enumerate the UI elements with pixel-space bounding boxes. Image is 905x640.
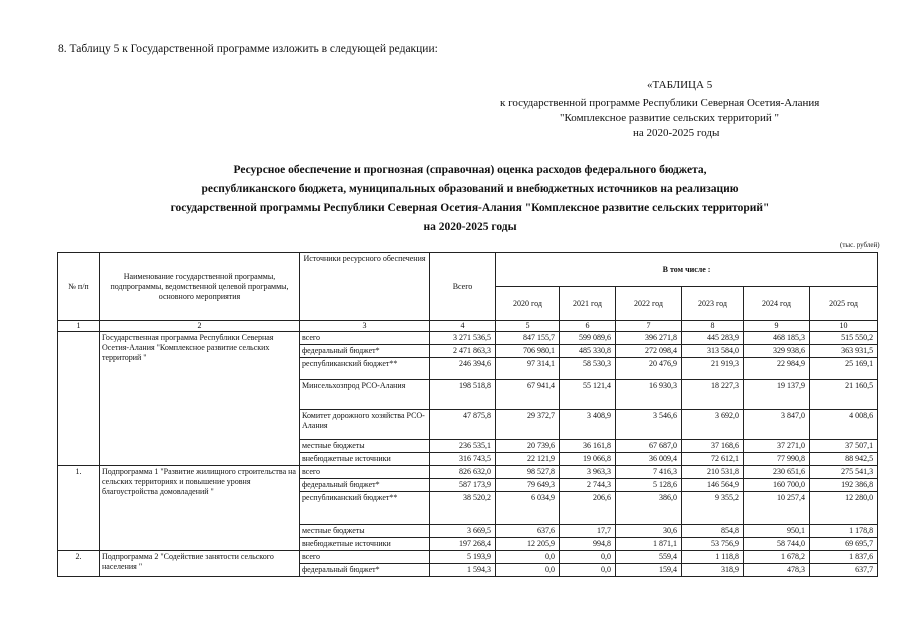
year-value-cell: 7 416,3 — [616, 466, 682, 479]
program-name-cell: Подпрограмма 2 "Содействие занятости сельского населения " — [100, 551, 300, 577]
year-value-cell: 0,0 — [496, 551, 560, 564]
year-value-cell: 329 938,6 — [744, 345, 810, 358]
source-cell: федеральный бюджет* — [300, 564, 430, 577]
year-value-cell: 12 280,0 — [810, 492, 878, 525]
table-label: «ТАБЛИЦА 5 — [647, 79, 713, 91]
header-year: 2022 год — [616, 287, 682, 321]
resource-table — [57, 252, 878, 577]
header-year: 2024 год — [744, 287, 810, 321]
year-value-cell: 230 651,6 — [744, 466, 810, 479]
year-value-cell: 706 980,1 — [496, 345, 560, 358]
header-num: № п/п — [58, 253, 100, 321]
year-value-cell: 12 205,9 — [496, 538, 560, 551]
year-value-cell: 3 963,3 — [560, 466, 616, 479]
year-value-cell: 79 649,3 — [496, 479, 560, 492]
table-row — [58, 551, 878, 564]
title-line-2: республиканского бюджета, муниципальных образований и внебюджетных источников на реализацию — [201, 183, 739, 195]
intro-text: 8. Таблицу 5 к Государственной программе изложить в следующей редакции: — [58, 43, 438, 55]
year-value-cell: 21 919,3 — [682, 358, 744, 380]
year-value-cell: 2 744,3 — [560, 479, 616, 492]
source-cell: Комитет дорожного хозяйства РСО-Алания — [300, 410, 430, 440]
program-period: на 2020-2025 годы — [633, 127, 720, 139]
title-line-1: Ресурсное обеспечение и прогнозная (справочная) оценка расходов федерального бюджета, — [233, 164, 707, 176]
year-value-cell: 396 271,8 — [616, 332, 682, 345]
year-value-cell: 5 128,6 — [616, 479, 682, 492]
year-value-cell: 67 687,0 — [616, 440, 682, 453]
year-value-cell: 0,0 — [560, 564, 616, 577]
year-value-cell: 637,6 — [496, 525, 560, 538]
year-value-cell: 58 744,0 — [744, 538, 810, 551]
year-value-cell: 313 584,0 — [682, 345, 744, 358]
year-value-cell: 192 386,8 — [810, 479, 878, 492]
header-year: 2021 год — [560, 287, 616, 321]
year-value-cell: 37 507,1 — [810, 440, 878, 453]
table-body — [58, 332, 878, 577]
year-value-cell: 22 984,9 — [744, 358, 810, 380]
source-cell: федеральный бюджет* — [300, 479, 430, 492]
year-value-cell: 206,6 — [560, 492, 616, 525]
total-value-cell: 3 669,5 — [430, 525, 496, 538]
total-value-cell: 47 875,8 — [430, 410, 496, 440]
column-number: 9 — [744, 321, 810, 332]
source-cell: республиканский бюджет** — [300, 492, 430, 525]
year-value-cell: 3 546,6 — [616, 410, 682, 440]
year-value-cell: 0,0 — [496, 564, 560, 577]
column-number: 4 — [430, 321, 496, 332]
year-value-cell: 19 137,9 — [744, 380, 810, 410]
year-value-cell: 1 118,8 — [682, 551, 744, 564]
row-number: 2. — [58, 551, 100, 577]
program-name-cell: Государственная программа Республики Северная Осетия-Алания "Комплексное развитие сельских территорий " — [100, 332, 300, 466]
header-source: Источники ресурсного обеспечения — [300, 253, 430, 321]
source-cell: всего — [300, 551, 430, 564]
year-value-cell: 1 678,2 — [744, 551, 810, 564]
year-value-cell: 10 257,4 — [744, 492, 810, 525]
year-value-cell: 77 990,8 — [744, 453, 810, 466]
year-value-cell: 97 314,1 — [496, 358, 560, 380]
total-value-cell: 1 594,3 — [430, 564, 496, 577]
year-value-cell: 36 161,8 — [560, 440, 616, 453]
year-value-cell: 445 283,9 — [682, 332, 744, 345]
year-value-cell: 559,4 — [616, 551, 682, 564]
header-name: Наименование государственной программы, подпрограммы, ведомственной целевой программы, основного мероприятия — [100, 253, 300, 321]
year-value-cell: 637,7 — [810, 564, 878, 577]
total-value-cell: 198 518,8 — [430, 380, 496, 410]
year-value-cell: 29 372,7 — [496, 410, 560, 440]
year-value-cell: 4 008,6 — [810, 410, 878, 440]
row-number — [58, 332, 100, 466]
year-value-cell: 160 700,0 — [744, 479, 810, 492]
total-value-cell: 197 268,4 — [430, 538, 496, 551]
column-number: 2 — [100, 321, 300, 332]
year-value-cell: 515 550,2 — [810, 332, 878, 345]
column-number: 10 — [810, 321, 878, 332]
title-line-4: на 2020-2025 годы — [423, 221, 517, 233]
year-value-cell: 478,3 — [744, 564, 810, 577]
source-cell: всего — [300, 332, 430, 345]
source-cell: Минсельхозпрод РСО-Алания — [300, 380, 430, 410]
year-value-cell: 55 121,4 — [560, 380, 616, 410]
year-value-cell: 1 178,8 — [810, 525, 878, 538]
year-value-cell: 30,6 — [616, 525, 682, 538]
year-value-cell: 210 531,8 — [682, 466, 744, 479]
year-value-cell: 363 931,5 — [810, 345, 878, 358]
year-value-cell: 1 837,6 — [810, 551, 878, 564]
table-row — [58, 466, 878, 479]
year-value-cell: 146 564,9 — [682, 479, 744, 492]
year-value-cell: 854,8 — [682, 525, 744, 538]
year-value-cell: 69 695,7 — [810, 538, 878, 551]
year-value-cell: 17,7 — [560, 525, 616, 538]
year-value-cell: 36 009,4 — [616, 453, 682, 466]
year-value-cell: 386,0 — [616, 492, 682, 525]
year-value-cell: 3 408,9 — [560, 410, 616, 440]
year-value-cell: 20 476,9 — [616, 358, 682, 380]
year-value-cell: 318,9 — [682, 564, 744, 577]
program-name-cell: Подпрограмма 1 "Развитие жилищного строительства на сельских территориях и повышение уровня благоустройства домовладений " — [100, 466, 300, 551]
column-number: 8 — [682, 321, 744, 332]
year-value-cell: 272 098,4 — [616, 345, 682, 358]
header-year: 2023 год — [682, 287, 744, 321]
title-line-3: государственной программы Республики Северная Осетия-Алания "Комплексное развитие сельских территорий" — [170, 202, 770, 214]
year-value-cell: 847 155,7 — [496, 332, 560, 345]
column-number: 5 — [496, 321, 560, 332]
year-value-cell: 994,8 — [560, 538, 616, 551]
row-number: 1. — [58, 466, 100, 551]
year-value-cell: 18 227,3 — [682, 380, 744, 410]
source-cell: внебюджетные источники — [300, 538, 430, 551]
year-value-cell: 950,1 — [744, 525, 810, 538]
year-value-cell: 19 066,8 — [560, 453, 616, 466]
source-cell: республиканский бюджет** — [300, 358, 430, 380]
source-cell: местные бюджеты — [300, 440, 430, 453]
year-value-cell: 1 871,1 — [616, 538, 682, 551]
total-value-cell: 587 173,9 — [430, 479, 496, 492]
year-value-cell: 3 692,0 — [682, 410, 744, 440]
year-value-cell: 58 530,3 — [560, 358, 616, 380]
total-value-cell: 3 271 536,5 — [430, 332, 496, 345]
column-number: 3 — [300, 321, 430, 332]
year-value-cell: 21 160,5 — [810, 380, 878, 410]
header-year: 2025 год — [810, 287, 878, 321]
total-value-cell: 2 471 863,3 — [430, 345, 496, 358]
total-value-cell: 38 520,2 — [430, 492, 496, 525]
year-value-cell: 275 541,3 — [810, 466, 878, 479]
column-number: 6 — [560, 321, 616, 332]
year-value-cell: 468 185,3 — [744, 332, 810, 345]
year-value-cell: 3 847,0 — [744, 410, 810, 440]
year-value-cell: 159,4 — [616, 564, 682, 577]
header-year: 2020 год — [496, 287, 560, 321]
total-value-cell: 316 743,5 — [430, 453, 496, 466]
column-number: 7 — [616, 321, 682, 332]
year-value-cell: 22 121,9 — [496, 453, 560, 466]
header-including: В том числе : — [496, 253, 878, 287]
year-value-cell: 53 756,9 — [682, 538, 744, 551]
year-value-cell: 37 271,0 — [744, 440, 810, 453]
document-title — [100, 161, 840, 237]
year-value-cell: 0,0 — [560, 551, 616, 564]
year-value-cell: 37 168,6 — [682, 440, 744, 453]
total-value-cell: 236 535,1 — [430, 440, 496, 453]
total-value-cell: 826 632,0 — [430, 466, 496, 479]
year-value-cell: 16 930,3 — [616, 380, 682, 410]
column-number: 1 — [58, 321, 100, 332]
year-value-cell: 88 942,5 — [810, 453, 878, 466]
total-value-cell: 246 394,6 — [430, 358, 496, 380]
source-cell: федеральный бюджет* — [300, 345, 430, 358]
total-value-cell: 5 193,9 — [430, 551, 496, 564]
year-value-cell: 485 330,8 — [560, 345, 616, 358]
year-value-cell: 599 089,6 — [560, 332, 616, 345]
year-value-cell: 9 355,2 — [682, 492, 744, 525]
year-value-cell: 20 739,6 — [496, 440, 560, 453]
year-value-cell: 98 527,8 — [496, 466, 560, 479]
year-value-cell: 72 612,1 — [682, 453, 744, 466]
program-reference: к государственной программе Республики Северная Осетия-Алания — [500, 97, 820, 109]
table-row — [58, 332, 878, 345]
year-value-cell: 6 034,9 — [496, 492, 560, 525]
source-cell: всего — [300, 466, 430, 479]
program-name: "Комплексное развитие сельских территорий " — [560, 112, 780, 124]
source-cell: внебюджетные источники — [300, 453, 430, 466]
header-total: Всего — [430, 253, 496, 321]
year-value-cell: 67 941,4 — [496, 380, 560, 410]
year-value-cell: 25 169,1 — [810, 358, 878, 380]
units-label: (тыс. рублей) — [840, 241, 880, 249]
source-cell: местные бюджеты — [300, 525, 430, 538]
